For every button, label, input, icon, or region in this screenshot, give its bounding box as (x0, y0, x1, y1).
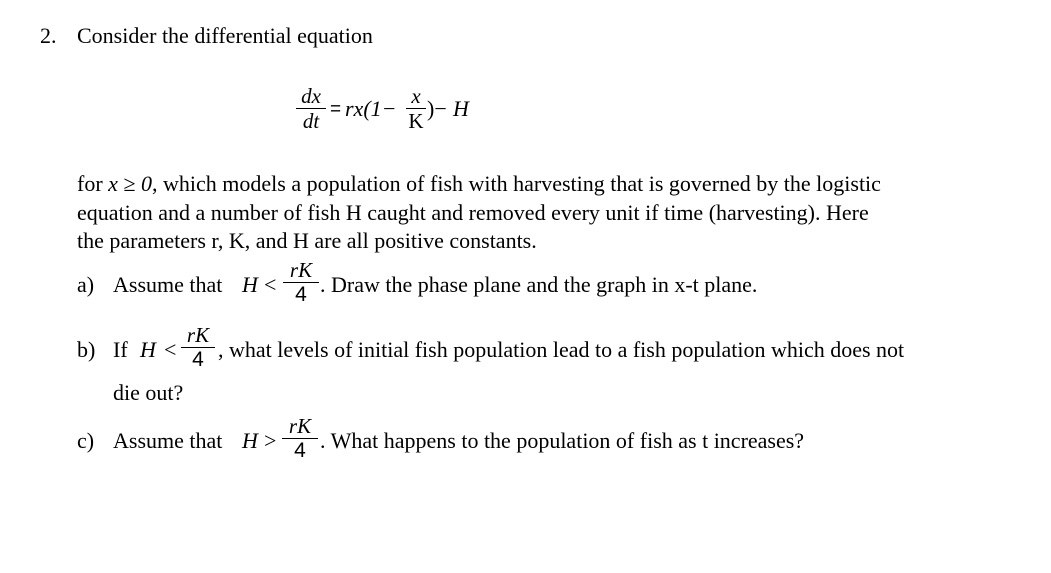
part-c-fraction: rK 4 (282, 415, 318, 462)
part-a-fraction: rK 4 (283, 259, 319, 306)
k-denominator: K (408, 109, 424, 133)
part-b-var: H (140, 337, 156, 362)
part-a-post: . Draw the phase plane and the graph in x-t plane. (320, 272, 758, 297)
part-c-relation: > (264, 428, 277, 453)
part-a-label: a) (77, 272, 95, 297)
part-b-label: b) (77, 337, 96, 362)
dx-numerator: dx (301, 84, 321, 108)
part-a-relation: < (264, 272, 277, 297)
part-c-var: H (242, 428, 258, 453)
part-b-continuation: die out? (113, 380, 184, 405)
part-b-fraction: rK 4 (181, 324, 215, 371)
part-b-post: , what levels of initial fish population lead to a fish population which does not (218, 337, 905, 362)
part-a-pre: Assume that (113, 272, 223, 297)
equals-sign: = (330, 99, 342, 120)
part-c-label: c) (77, 428, 95, 453)
h-term: H (453, 96, 469, 121)
part-c-post: . What happens to the population of fish as t increases? (320, 428, 805, 453)
paragraph-line-2: equation and a number of fish H caught and removed every unit if time (harvesting). Here (77, 200, 869, 225)
part-a-var: H (242, 272, 258, 297)
x-numerator: x (411, 84, 421, 108)
paragraph-line-3: the parameters r, K, and H are all positive constants. (77, 228, 537, 253)
question-number: 2. (40, 23, 57, 48)
closing-term: )− (427, 96, 447, 121)
part-c-pre: Assume that (113, 428, 223, 453)
rx-term: rx(1− (345, 96, 397, 121)
x-nonnegative: x ≥ 0 (108, 171, 152, 196)
x-over-k-fraction (406, 85, 426, 132)
part-b-relation: < (164, 337, 177, 362)
dt-denominator: dt (302, 109, 320, 133)
dx-dt-fraction (296, 85, 326, 132)
question-intro: Consider the differential equation (77, 23, 373, 48)
part-b-pre: If (113, 337, 128, 362)
paragraph-line-1: for x ≥ 0, which models a population of fish with harvesting that is governed by the logistic (77, 171, 881, 196)
